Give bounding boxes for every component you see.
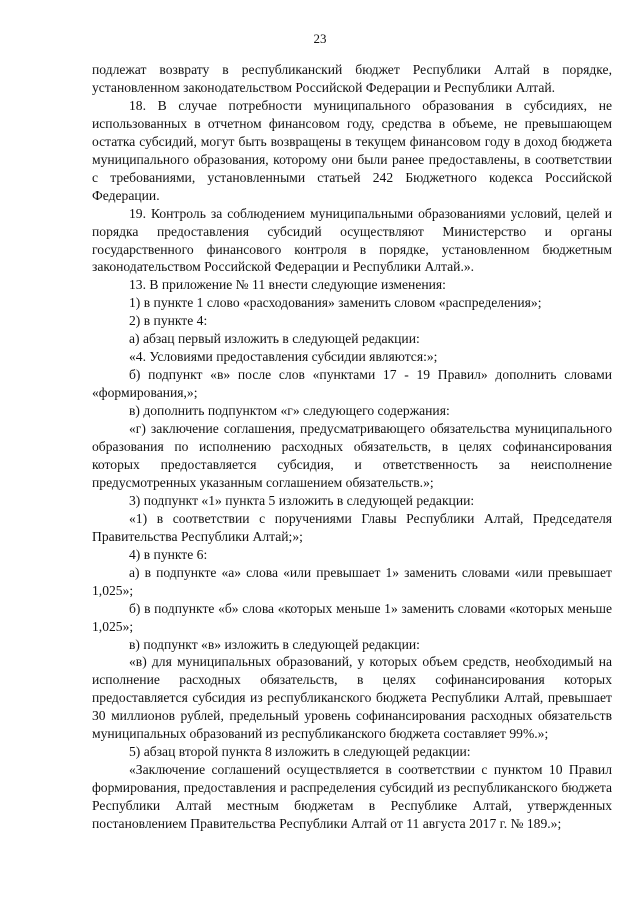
paragraph-subitem-4v: в) подпункт «в» изложить в следующей редакции: [129,636,420,652]
paragraph-subitem-2a: а) абзац первый изложить в следующей редакции: [129,331,420,347]
paragraph-subitem-4: 4) в пункте 6: [129,546,208,562]
paragraph-item-18: 18. В случае потребности муниципального образования в субсидиях, не использованных в отчетном финансовом году, средства в объеме, не превышающем остатка субсидий, могут быть возвращены в текущем финансовом году в доход бюджета муниципального образования, которому они были ранее предоставлены, в соответствии с требованиями, установленными статьей 242 Бюджетного кодекса Российской Федерации. [92,97,612,203]
paragraph-subitem-4b: б) в подпункте «б» слова «которых меньше 1» заменить словами «которых меньше 1,025»; [92,600,612,634]
paragraph-quote-g: «г) заключение соглашения, предусматривающего обязательства муниципального образования по исполнению расходных обязательств, в целях софинансирования которых предоставляется субсидия, и ответственность за неисполнение предусмотренных указанным соглашением обязательств.»; [92,421,612,490]
paragraph-continuation: подлежат возврату в республиканский бюджет Республики Алтай в порядке, установленном законодательством Российской Федерации и Республики Алтай. [92,62,612,95]
paragraph-quote-agreement: «Заключение соглашений осуществляется в соответствии с пунктом 10 Правил формирования, предоставления и распределения субсидий из республиканского бюджета Республики Алтай местным бюджетам в Республике Алтай, утвержденных постановлением Правительства Республики Алтай от 11 августа 2017 г. № 189.»; [92,762,612,832]
paragraph-subitem-1: 1) в пункте 1 слово «расходования» заменить словом «распределения»; [129,295,542,311]
paragraph-subitem-3: 3) подпункт «1» пункта 5 изложить в следующей редакции: [129,492,475,508]
paragraph-quote-4: «4. Условиями предоставления субсидии являются:»; [129,349,438,365]
paragraph-item-13: 13. В приложение № 11 внести следующие изменения: [129,277,446,293]
paragraph-subitem-2: 2) в пункте 4: [129,313,208,329]
paragraph-quote-1: «1) в соответствии с поручениями Главы Республики Алтай, Председателя Правительства Республики Алтай;»; [92,510,612,544]
paragraph-item-19: 19. Контроль за соблюдением муниципальными образованиями условий, целей и порядка предоставления субсидий осуществляют Министерство и органы государственного финансового контроля в порядке, установленном бюджетным законодательством Российской Федерации и Республики Алтай.». [92,205,612,275]
paragraph-quote-v: «в) для муниципальных образований, у которых объем средств, необходимый на исполнение расходных обязательств, в целях софинансирования которых предоставляется субсидия из республиканского бюджета Республики Алтай, превышает 30 миллионов рублей, предельный уровень софинансирования расходных обязательств муниципальных образований из республиканского бюджета составляет 99%.»; [92,654,612,742]
paragraph-subitem-2b: б) подпункт «в» после слов «пунктами 17 - 19 Правил» дополнить словами «формирования,»; [92,367,612,401]
page-number: 23 [313,31,327,46]
paragraph-subitem-4a: а) в подпункте «а» слова «или превышает 1» заменить словами «или превышает 1,025»; [92,564,612,598]
paragraph-subitem-5: 5) абзац второй пункта 8 изложить в следующей редакции: [129,744,471,760]
paragraph-subitem-2v: в) дополнить подпунктом «г» следующего содержания: [129,403,450,419]
document-body [92,61,612,833]
